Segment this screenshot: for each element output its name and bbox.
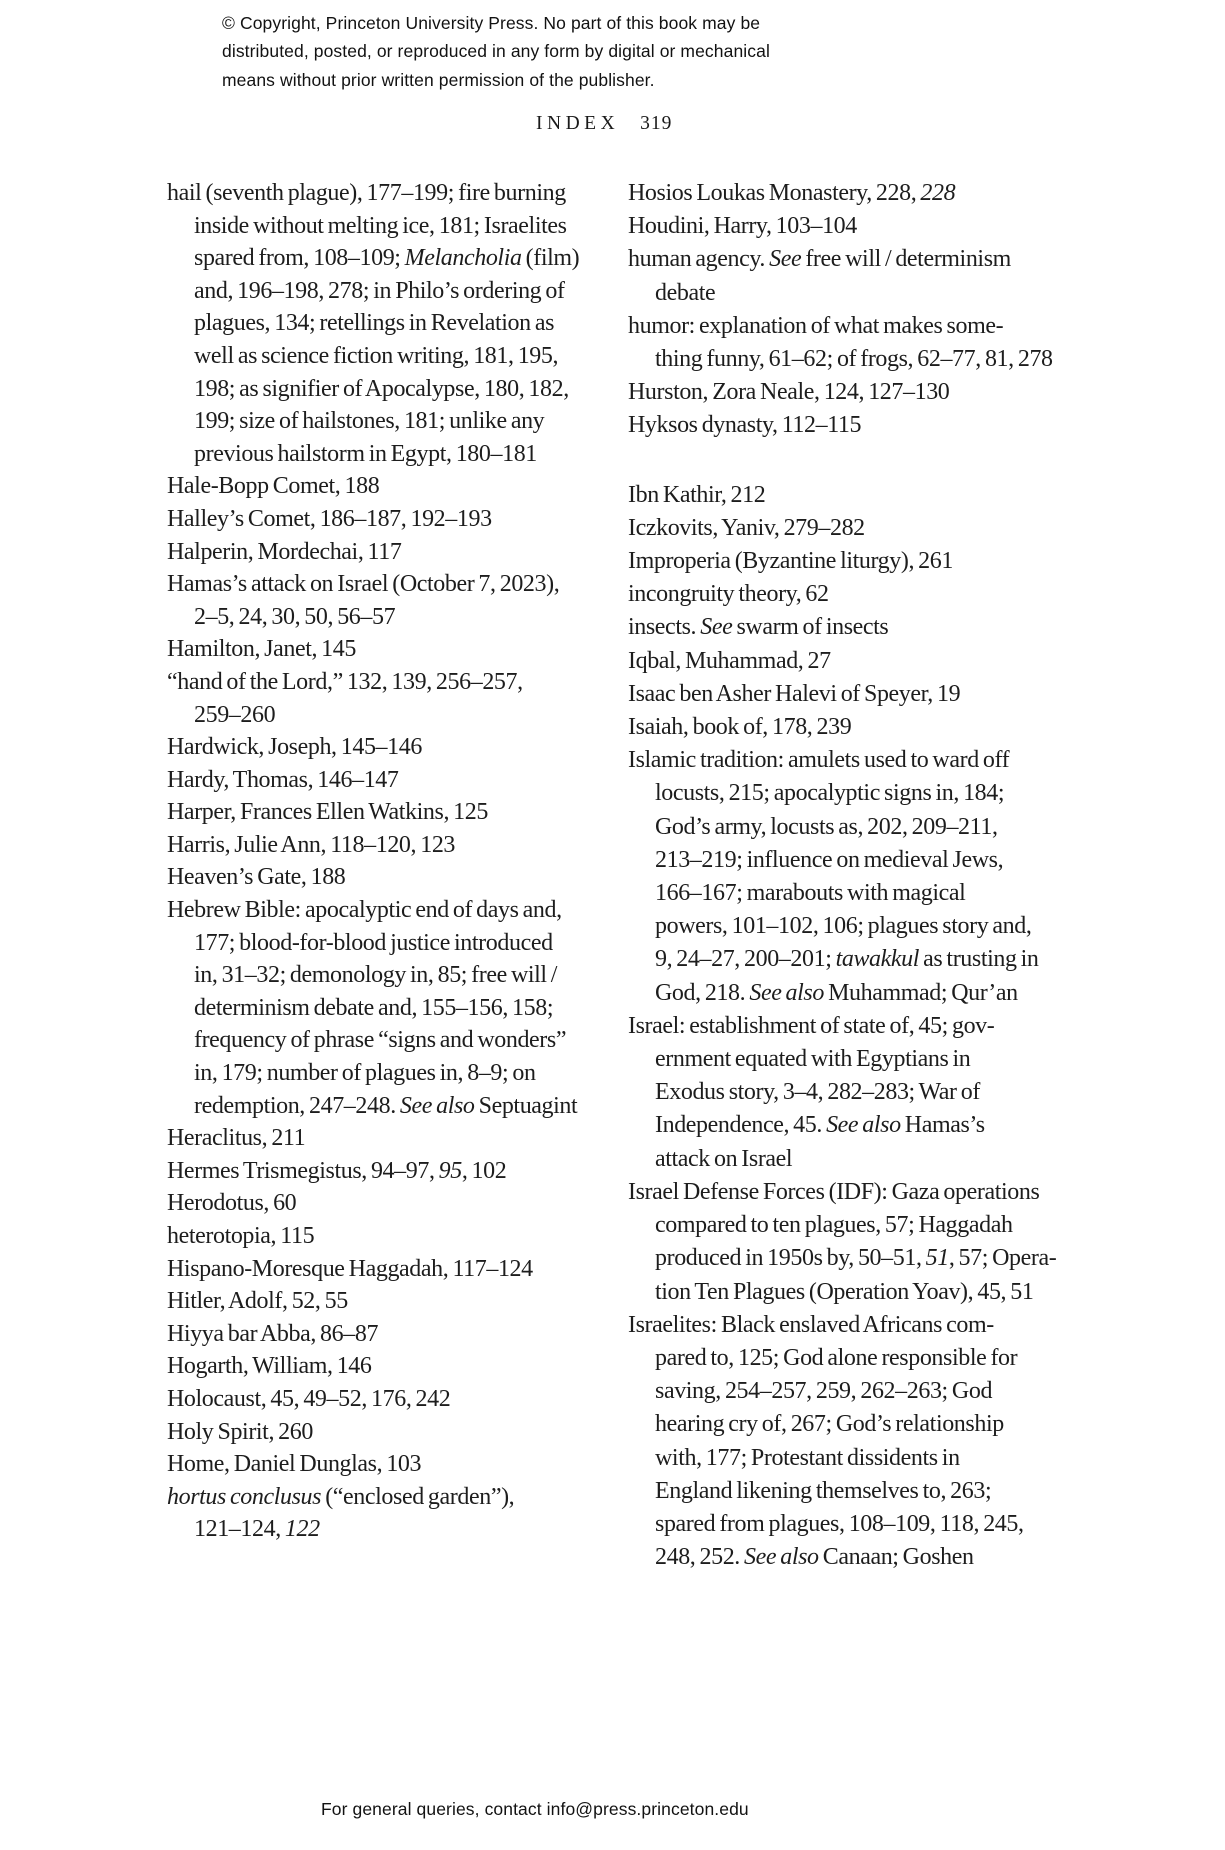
index-entry — [628, 545, 1103, 578]
index-entry — [167, 861, 622, 894]
index-entry-first-line: Isaiah, book of, 178, 239 — [628, 714, 852, 741]
index-entry — [628, 645, 1103, 678]
index-entry-first-line: “hand of the Lord,” 132, 139, 256–257, — [167, 668, 523, 695]
index-entry-continuation-line: tion Ten Plagues (Operation Yoav), 45, 51 — [655, 1278, 1034, 1305]
index-entry-first-line: Harper, Frances Ellen Watkins, 125 — [167, 799, 488, 826]
index-entry — [167, 1416, 622, 1449]
index-entry — [167, 470, 622, 503]
index-entry — [167, 1350, 622, 1383]
index-entry — [167, 633, 622, 666]
index-entry-continuation-line: locusts, 215; apocalyptic signs in, 184; — [655, 780, 1005, 807]
index-entry-first-line: Isaac ben Asher Halevi of Speyer, 19 — [628, 680, 961, 707]
index-entry — [167, 536, 622, 569]
index-entry-continuation-line: previous hailstorm in Egypt, 180–181 — [194, 440, 537, 467]
index-entry-first-line: Israel: establishment of state of, 45; gov- — [628, 1012, 995, 1039]
copyright-line: © Copyright, Princeton University Press. No part of this book may be — [222, 13, 761, 33]
index-entry — [628, 1309, 1103, 1575]
index-entry-continuation-line: Independence, 45. See also Hamas’s — [655, 1112, 985, 1139]
index-entry-first-line: Israel Defense Forces (IDF): Gaza operations — [628, 1178, 1040, 1205]
index-entry-first-line: Hyksos dynasty, 112–115 — [628, 412, 862, 439]
index-entry-first-line: Heraclitus, 211 — [167, 1125, 306, 1152]
index-entry — [167, 1187, 622, 1220]
index-entry — [167, 764, 622, 797]
index-entry-continuation-line: 2–5, 24, 30, 50, 56–57 — [194, 603, 396, 630]
index-entry-first-line: Hosios Loukas Monastery, 228, 228 — [628, 180, 956, 206]
index-entry — [628, 711, 1103, 744]
index-entry-continuation-line: compared to ten plagues, 57; Haggadah — [655, 1212, 1013, 1239]
index-entry — [167, 177, 622, 470]
index-entry-first-line: Hardwick, Joseph, 145–146 — [167, 734, 422, 761]
index-entry — [167, 731, 622, 764]
index-entry — [167, 1122, 622, 1155]
alphabet-section-break — [628, 443, 1103, 479]
index-entry — [628, 479, 1103, 512]
index-entry — [628, 678, 1103, 711]
index-entry-first-line: Home, Daniel Dunglas, 103 — [167, 1451, 422, 1478]
index-entry — [167, 1155, 622, 1188]
index-entry-first-line: Islamic tradition: amulets used to ward off — [628, 747, 1010, 774]
index-entry-first-line: Hebrew Bible: apocalyptic end of days and, — [167, 897, 562, 924]
running-head-page-number: 319 — [640, 113, 673, 134]
index-entry-first-line: Israelites: Black enslaved Africans com- — [628, 1311, 994, 1338]
index-entry — [628, 177, 1103, 210]
index-entry-first-line: humor: explanation of what makes some- — [628, 312, 1004, 339]
index-entry-first-line: Herodotus, 60 — [167, 1190, 297, 1217]
index-entry-continuation-line: produced in 1950s by, 50–51, 51, 57; Opera- — [655, 1245, 1057, 1272]
index-entry-continuation-line: debate — [655, 279, 716, 306]
index-entry-first-line: Hurston, Zora Neale, 124, 127–130 — [628, 379, 950, 406]
index-entry-continuation-line: with, 177; Protestant dissidents in — [655, 1444, 960, 1471]
index-entry-first-line: Hispano-Moresque Haggadah, 117–124 — [167, 1255, 533, 1282]
index-entry-continuation-line: inside without melting ice, 181; Israelites — [194, 212, 567, 239]
index-entry-continuation-line: ernment equated with Egyptians in — [655, 1046, 971, 1073]
copyright-line: means without prior written permission of the publisher. — [222, 69, 655, 90]
index-entry-continuation-line: saving, 254–257, 259, 262–263; God — [655, 1378, 993, 1405]
index-entry-first-line: Hardy, Thomas, 146–147 — [167, 766, 399, 793]
index-entry-continuation-line: Exodus story, 3–4, 282–283; War of — [655, 1079, 980, 1106]
index-entry-first-line: Hitler, Adolf, 52, 55 — [167, 1288, 348, 1315]
index-entry-first-line: Holy Spirit, 260 — [167, 1418, 313, 1445]
index-entry-first-line: Hiyya bar Abba, 86–87 — [167, 1320, 379, 1347]
index-entry — [167, 796, 622, 829]
index-entry-first-line: Improperia (Byzantine liturgy), 261 — [628, 548, 953, 575]
index-entry-first-line: Iczkovits, Yaniv, 279–282 — [628, 514, 865, 541]
index-entry-first-line: Hamas’s attack on Israel (October 7, 2023), — [167, 571, 560, 598]
running-head — [536, 113, 672, 135]
index-entry — [167, 1318, 622, 1351]
index-entry-continuation-line: God, 218. See also Muhammad; Qur’an — [655, 979, 1018, 1006]
index-entry — [167, 568, 622, 633]
index-entry-continuation-line: frequency of phrase “signs and wonders” — [194, 1027, 567, 1054]
index-entry-first-line: Holocaust, 45, 49–52, 176, 242 — [167, 1385, 451, 1412]
index-entry — [167, 1448, 622, 1481]
index-entry-first-line: hortus conclusus (“enclosed garden”), — [167, 1483, 515, 1510]
index-entry-continuation-line: spared from plagues, 108–109, 118, 245, — [655, 1510, 1024, 1537]
index-entry — [628, 376, 1103, 409]
index-entry-continuation-line: 121–124, 122 — [194, 1516, 320, 1543]
index-entry-continuation-line: 248, 252. See also Canaan; Goshen — [655, 1544, 974, 1571]
index-entry-first-line: hail (seventh plague), 177–199; fire burning — [167, 180, 566, 206]
index-entry-first-line: insects. See swarm of insects — [628, 614, 889, 641]
index-entry-continuation-line: God’s army, locusts as, 202, 209–211, — [655, 813, 998, 840]
index-entry — [628, 1176, 1103, 1309]
index-entry — [628, 611, 1103, 644]
index-entry-first-line: Hamilton, Janet, 145 — [167, 636, 356, 663]
index-entry-continuation-line: 9, 24–27, 200–201; tawakkul as trusting in — [655, 946, 1039, 973]
index-entry — [628, 310, 1103, 376]
running-head-title: INDEX — [536, 113, 620, 134]
index-entry-first-line: Iqbal, Muhammad, 27 — [628, 647, 831, 674]
index-entry-first-line: Hogarth, William, 146 — [167, 1353, 372, 1380]
index-entry — [628, 243, 1103, 309]
index-entry-continuation-line: hearing cry of, 267; God’s relationship — [655, 1411, 1004, 1438]
index-entry-first-line: human agency. See free will / determinism — [628, 246, 1011, 273]
index-entry-first-line: Hale-Bopp Comet, 188 — [167, 473, 380, 500]
index-entry-continuation-line: 213–219; influence on medieval Jews, — [655, 846, 1004, 873]
index-entry-continuation-line: pared to, 125; God alone responsible for — [655, 1344, 1018, 1371]
index-entry-continuation-line: 166–167; marabouts with magical — [655, 880, 966, 907]
index-entry-continuation-line: powers, 101–102, 106; plagues story and, — [655, 913, 1032, 940]
index-entry-continuation-line: 198; as signifier of Apocalypse, 180, 182, — [194, 375, 569, 402]
index-entry-continuation-line: 199; size of hailstones, 181; unlike any — [194, 408, 545, 435]
copyright-line: distributed, posted, or reproduced in any form by digital or mechanical — [222, 41, 770, 62]
index-entry-continuation-line: 177; blood-for-blood justice introduced — [194, 929, 553, 956]
index-column-left — [167, 177, 622, 1546]
index-entry — [167, 1481, 622, 1546]
index-entry — [628, 1010, 1103, 1176]
index-entry-first-line: Halperin, Mordechai, 117 — [167, 538, 402, 565]
index-entry — [167, 666, 622, 731]
index-entry — [167, 1285, 622, 1318]
index-entry-first-line: Harris, Julie Ann, 118–120, 123 — [167, 831, 456, 858]
index-entry-continuation-line: England likening themselves to, 263; — [655, 1477, 992, 1504]
index-entry — [167, 1383, 622, 1416]
index-entry-continuation-line: determinism debate and, 155–156, 158; — [194, 994, 554, 1021]
index-entry — [167, 1220, 622, 1253]
index-entry-first-line: Hermes Trismegistus, 94–97, 95, 102 — [167, 1157, 507, 1184]
index-entry-continuation-line: redemption, 247–248. See also Septuagint — [194, 1092, 578, 1119]
index-entry-continuation-line: spared from, 108–109; Melancholia (film) — [194, 245, 580, 272]
index-entry — [167, 894, 622, 1122]
index-entry-continuation-line: in, 179; number of plagues in, 8–9; on — [194, 1060, 536, 1087]
index-entry-continuation-line: and, 196–198, 278; in Philo’s ordering of — [194, 277, 565, 304]
index-entry — [167, 503, 622, 536]
index-entry-first-line: incongruity theory, 62 — [628, 581, 829, 608]
index-entry-first-line: Halley’s Comet, 186–187, 192–193 — [167, 505, 492, 532]
index-entry-first-line: Ibn Kathir, 212 — [628, 481, 766, 508]
copyright-notice — [222, 9, 770, 94]
index-entry-continuation-line: well as science fiction writing, 181, 195, — [194, 342, 559, 369]
index-entry — [628, 578, 1103, 611]
index-entry — [167, 829, 622, 862]
index-entry — [628, 744, 1103, 1010]
index-entry-first-line: heterotopia, 115 — [167, 1223, 315, 1249]
index-entry-first-line: Houdini, Harry, 103–104 — [628, 213, 857, 240]
index-entry-first-line: Heaven’s Gate, 188 — [167, 864, 346, 891]
index-entry-continuation-line: thing funny, 61–62; of frogs, 62–77, 81, 278 — [655, 346, 1053, 373]
index-entry — [628, 210, 1103, 243]
index-entry-continuation-line: in, 31–32; demonology in, 85; free will / — [194, 962, 558, 989]
index-entry-continuation-line: attack on Israel — [655, 1145, 793, 1172]
footer-contact: For general queries, contact info@press.princeton.edu — [321, 1799, 749, 1819]
index-entry — [628, 512, 1103, 545]
index-column-right — [628, 177, 1103, 1574]
index-entry — [167, 1253, 622, 1286]
index-entry — [628, 409, 1103, 442]
index-entry-continuation-line: plagues, 134; retellings in Revelation as — [194, 310, 555, 337]
index-entry-continuation-line: 259–260 — [194, 701, 276, 728]
